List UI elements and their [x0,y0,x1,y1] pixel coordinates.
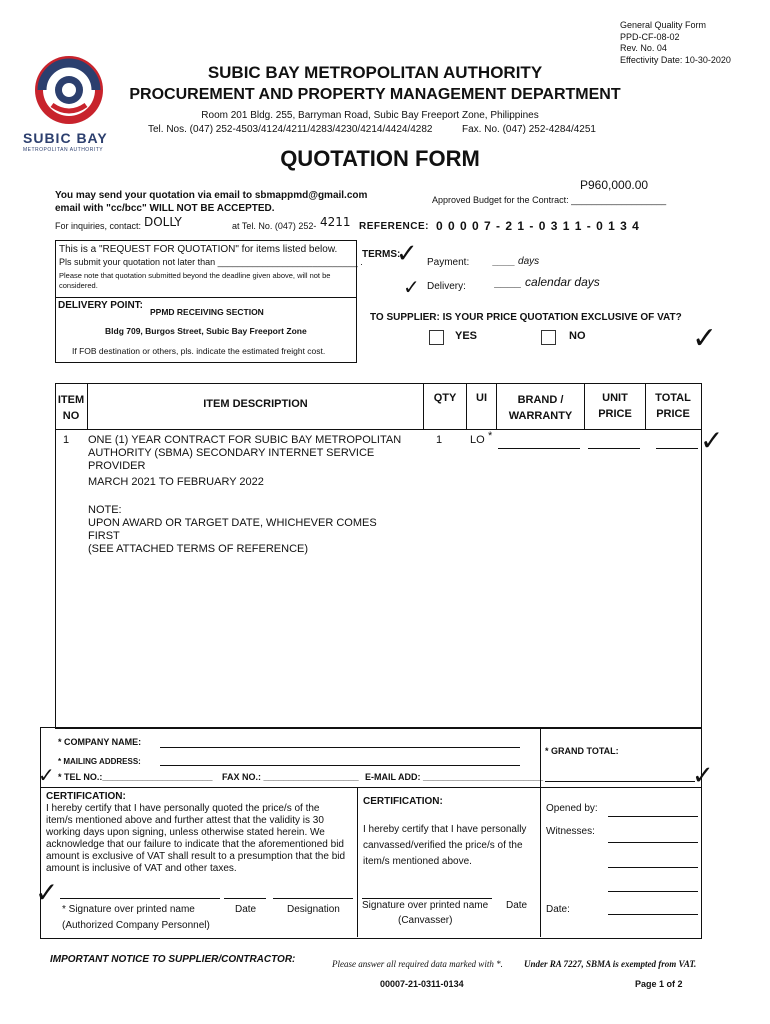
col-header-ui: UI [476,392,487,404]
tel-numbers: Tel. Nos. (047) 252-4503/4124/4211/4283/4230/4214/4424/4282 [148,124,433,135]
witness-input[interactable] [608,842,698,843]
row-qty: 1 [436,434,443,446]
vat-no-label: NO [569,330,586,342]
delivery-point-label: DELIVERY POINT: [58,300,144,311]
opened-date-input[interactable] [608,914,698,915]
inquiries-label: For inquiries, contact: [55,221,142,231]
col-header-text: UNIT [602,392,628,404]
email-field[interactable]: E-MAIL ADD: ________________________ [365,772,544,782]
terms-label: TERMS: [362,249,401,260]
signature-line[interactable] [60,898,220,899]
brand-input-line[interactable] [498,448,580,449]
opened-by-label: Opened by: [546,803,598,814]
col-header-text: PRICE [598,408,632,420]
col-header-text: TOTAL [655,392,691,404]
form-meta-line: PPD-CF-08-02 [620,31,680,42]
cert-divider [540,788,541,937]
description-line: AUTHORITY (SBMA) SECONDARY INTERNET SERVICE [88,447,375,459]
important-notice: IMPORTANT NOTICE TO SUPPLIER/CONTRACTOR: [50,954,296,965]
canvasser-signature-label: Signature over printed name [362,900,489,911]
company-name-label: * COMPANY NAME: [58,737,142,747]
page-number: Page 1 of 2 [635,979,683,989]
mailing-address-input[interactable] [160,765,520,766]
description-line: MARCH 2021 TO FEBRUARY 2022 [88,476,264,488]
canvasser-label: (Canvasser) [398,915,453,926]
col-header-text: NO [62,410,80,422]
logo-subtext: METROPOLITAN AUTHORITY [23,147,104,153]
col-header-qty: QTY [433,392,457,404]
col-divider [466,384,467,429]
col-header-unit-price [585,390,645,422]
cert-line: canvassed/verified the price/s of the [363,840,523,851]
witness-input[interactable] [608,867,698,868]
mailing-address-label: * MAILING ADDRESS: [58,757,141,766]
cert-line: item/s mentioned above and further attest that the validity is 30 [46,815,324,826]
designation-label: Designation [287,904,340,915]
payment-label: Payment: [427,257,470,268]
note-line: NOTE: [88,504,122,516]
reference-value: 0 0 0 0 7 - 2 1 - 0 3 1 1 - 0 1 3 4 [436,219,640,233]
dept-name: PROCUREMENT AND PROPERTY MANAGEMENT DEPARTMENT [129,86,621,103]
rfq-line: This is a "REQUEST FOR QUOTATION" for items listed below. [59,244,338,255]
cert-line: amount is exclusive of VAT shall result to a presumption that the bid [46,851,346,862]
sbma-logo-icon [22,50,117,130]
col-header-total-price [646,390,700,422]
opened-date-label: Date: [546,904,570,915]
table-note [88,504,377,556]
vat-no-checkbox[interactable] [541,330,556,345]
note-line: (SEE ATTACHED TERMS OF REFERENCE) [88,543,309,555]
budget-value: P960,000.00 [580,178,649,192]
address: Room 201 Bldg. 255, Barryman Road, Subic Bay Freeport Zone, Philippines [201,110,539,121]
check-mark-icon: ✓ [396,239,418,269]
date-label: Date [235,904,257,915]
check-mark-icon: ✓ [700,424,724,457]
cert-supplier-text [46,803,345,875]
budget-label: Approved Budget for the Contract: ___________________ [432,195,667,205]
description-line: PROVIDER [88,460,146,472]
intro-line: email with "cc/bcc" WILL NOT BE ACCEPTED. [55,203,275,214]
authorized-personnel-label: (Authorized Company Personnel) [62,920,210,931]
delivery-point-value: PPMD RECEIVING SECTION [150,307,264,317]
grand-total-input[interactable] [545,781,695,782]
unit-price-input-line[interactable] [588,448,640,449]
form-meta-line: General Quality Form [620,20,707,30]
witnesses-label: Witnesses: [546,826,595,837]
form-meta-line: Rev. No. 04 [620,43,667,53]
required-marker: * [488,430,493,442]
cert-line: working days upon signing, unless otherwise stated herein. We [46,827,325,838]
footer-reference: 00007-21-0311-0134 [380,979,464,989]
row-description [88,434,401,489]
vat-yes-checkbox[interactable] [429,330,444,345]
delivery-address: Bldg 709, Burgos Street, Subic Bay Freeport Zone [105,326,307,336]
grand-total-label: * GRAND TOTAL: [545,746,619,756]
designation-line[interactable] [273,898,353,899]
note-line: UPON AWARD OR TARGET DATE, WHICHEVER COMES [88,517,377,529]
payment-value: ____ days [493,256,540,267]
col-header-text: PRICE [656,408,690,420]
col-divider [423,384,424,429]
cert-supplier-title: CERTIFICATION: [46,791,126,802]
tel-no-field[interactable]: * TEL NO.:______________________ [58,772,213,782]
signature-label: * Signature over printed name [62,904,195,915]
required-note: Please answer all required data marked with *. [332,959,503,969]
col-header-item-no [55,392,87,424]
vat-question: TO SUPPLIER: IS YOUR PRICE QUOTATION EXCLUSIVE OF VAT? [370,312,682,323]
total-price-input-line[interactable] [656,448,698,449]
canvasser-date-label: Date [506,900,528,911]
note-line: FIRST [88,530,120,542]
col-header-text: WARRANTY [508,410,573,422]
opened-by-input[interactable] [608,816,698,817]
tel-label: at Tel. No. (047) 252- [232,221,317,231]
check-mark-icon: ✓ [403,275,420,299]
description-line: ONE (1) YEAR CONTRACT FOR SUBIC BAY METROPOLITAN [88,434,402,446]
fax-no-field[interactable]: FAX NO.: ___________________ [222,772,359,782]
page-title: QUOTATION FORM [280,146,480,171]
delivery-label: Delivery: [427,281,466,292]
contact-name: DOLLY [144,215,182,229]
cert-canvasser-text [363,822,526,870]
check-mark-icon: ✓ [38,763,55,787]
table-header-divider [55,429,701,430]
row-item-no: 1 [63,434,70,446]
rfq-note: Please note that quotation submitted beyond the deadline given above, will not be considered. [59,271,331,290]
cert-canvasser-title: CERTIFICATION: [363,796,443,807]
row-ui: LO [470,434,485,446]
cert-line: acknowledge that our failure to indicate that the aforementioned bid [46,839,344,850]
witness-input[interactable] [608,891,698,892]
cert-line: item/s mentioned above. [363,856,472,867]
col-header-brand [497,392,584,424]
check-mark-icon: ✓ [692,321,718,356]
form-meta [620,20,731,66]
check-mark-icon: ✓ [692,761,714,791]
fob-note: If FOB destination or others, pls. indicate the estimated freight cost. [72,346,326,356]
section-divider [40,787,701,788]
cert-line: amount is inclusive of VAT and other taxes. [46,863,237,874]
date-line[interactable] [224,898,266,899]
canvasser-signature-line[interactable] [362,898,492,899]
cert-divider [357,788,358,937]
cert-line: I hereby certify that I have personally quoted the price/s of the [46,803,320,814]
reference-label: REFERENCE: [359,221,430,232]
check-mark-icon: ✓ [35,876,59,909]
company-name-input[interactable] [160,747,520,748]
tel-value: 4211 [320,215,351,229]
delivery-value: ____ calendar days [495,275,600,289]
col-header-text: ITEM [57,394,85,406]
cert-line: I hereby certify that I have personally [363,824,527,835]
rfq-deadline: Pls submit your quotation not later than ____________________________ . [59,257,363,267]
form-meta-line: Effectivity Date: 10-30-2020 [620,54,731,65]
fax-number: Fax. No. (047) 252-4284/4251 [462,124,596,135]
vat-exemption-note: Under RA 7227, SBMA is exempted from VAT. [524,959,697,969]
logo-text: SUBIC BAY [23,130,108,146]
col-header-text: BRAND / [517,394,564,406]
org-name: SUBIC BAY METROPOLITAN AUTHORITY [207,63,543,82]
vat-yes-label: YES [455,330,478,342]
intro-line: You may send your quotation via email to sbmappmd@gmail.com [55,190,368,201]
col-header-description: ITEM DESCRIPTION [203,398,308,410]
sbma-logo [22,50,117,155]
